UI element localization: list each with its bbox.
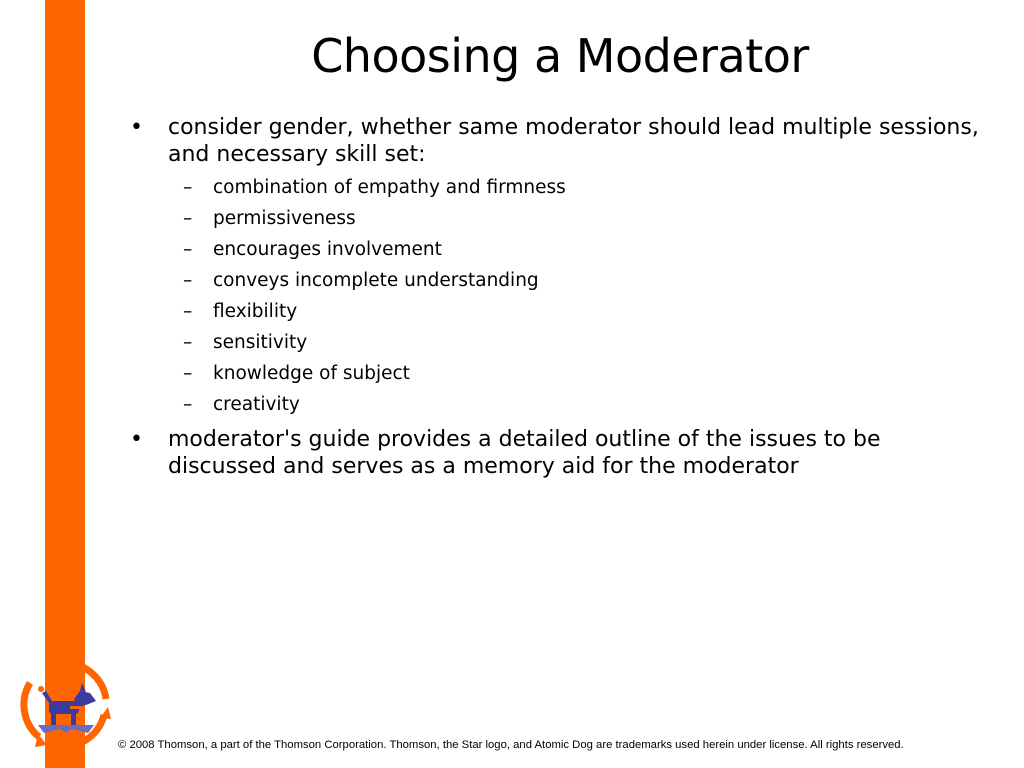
dash-mark: – (183, 208, 193, 229)
bullet-item (128, 426, 988, 480)
bullet-mark: • (130, 115, 143, 140)
sub-bullet-item (173, 234, 988, 265)
slide-title: Choosing a Moderator (311, 29, 809, 83)
orange-side-bar (45, 0, 85, 768)
atomic-dog-logo-icon (16, 655, 116, 755)
sub-bullet-item (173, 389, 988, 420)
sub-bullet-text: combination of empathy and firmness (213, 177, 566, 198)
dash-mark: – (183, 270, 193, 291)
sub-bullet-item (173, 172, 988, 203)
sub-bullet-text: conveys incomplete understanding (213, 270, 539, 291)
dog-figure-icon (38, 683, 96, 733)
dash-mark: – (183, 177, 193, 198)
slide-content (128, 114, 988, 484)
bullet-text: moderator's guide provides a detailed outline of the issues to be discussed and serves as a memory aid for the moderator (168, 427, 881, 479)
dash-mark: – (183, 332, 193, 353)
bullet-item (128, 114, 988, 168)
bullet-mark: • (130, 427, 143, 452)
sub-bullet-list (128, 172, 988, 420)
dash-mark: – (183, 301, 193, 322)
dash-mark: – (183, 239, 193, 260)
sub-bullet-item (173, 296, 988, 327)
sub-bullet-text: permissiveness (213, 208, 356, 229)
dash-mark: – (183, 363, 193, 384)
sub-bullet-text: knowledge of subject (213, 363, 410, 384)
sub-bullet-text: encourages involvement (213, 239, 442, 260)
sub-bullet-text: sensitivity (213, 332, 308, 353)
copyright-footer: © 2008 Thomson, a part of the Thomson Corporation. Thomson, the Star logo, and Atomic Dog are trademarks used herein under license. All rights reserved. (118, 739, 904, 751)
sub-bullet-item (173, 327, 988, 358)
dash-mark: – (183, 394, 193, 415)
sub-bullet-item (173, 203, 988, 234)
sub-bullet-item (173, 358, 988, 389)
sub-bullet-item (173, 265, 988, 296)
sub-bullet-text: creativity (213, 394, 300, 415)
bullet-text: consider gender, whether same moderator should lead multiple sessions, and necessary skill set: (168, 115, 979, 167)
sub-bullet-text: flexibility (213, 301, 298, 322)
